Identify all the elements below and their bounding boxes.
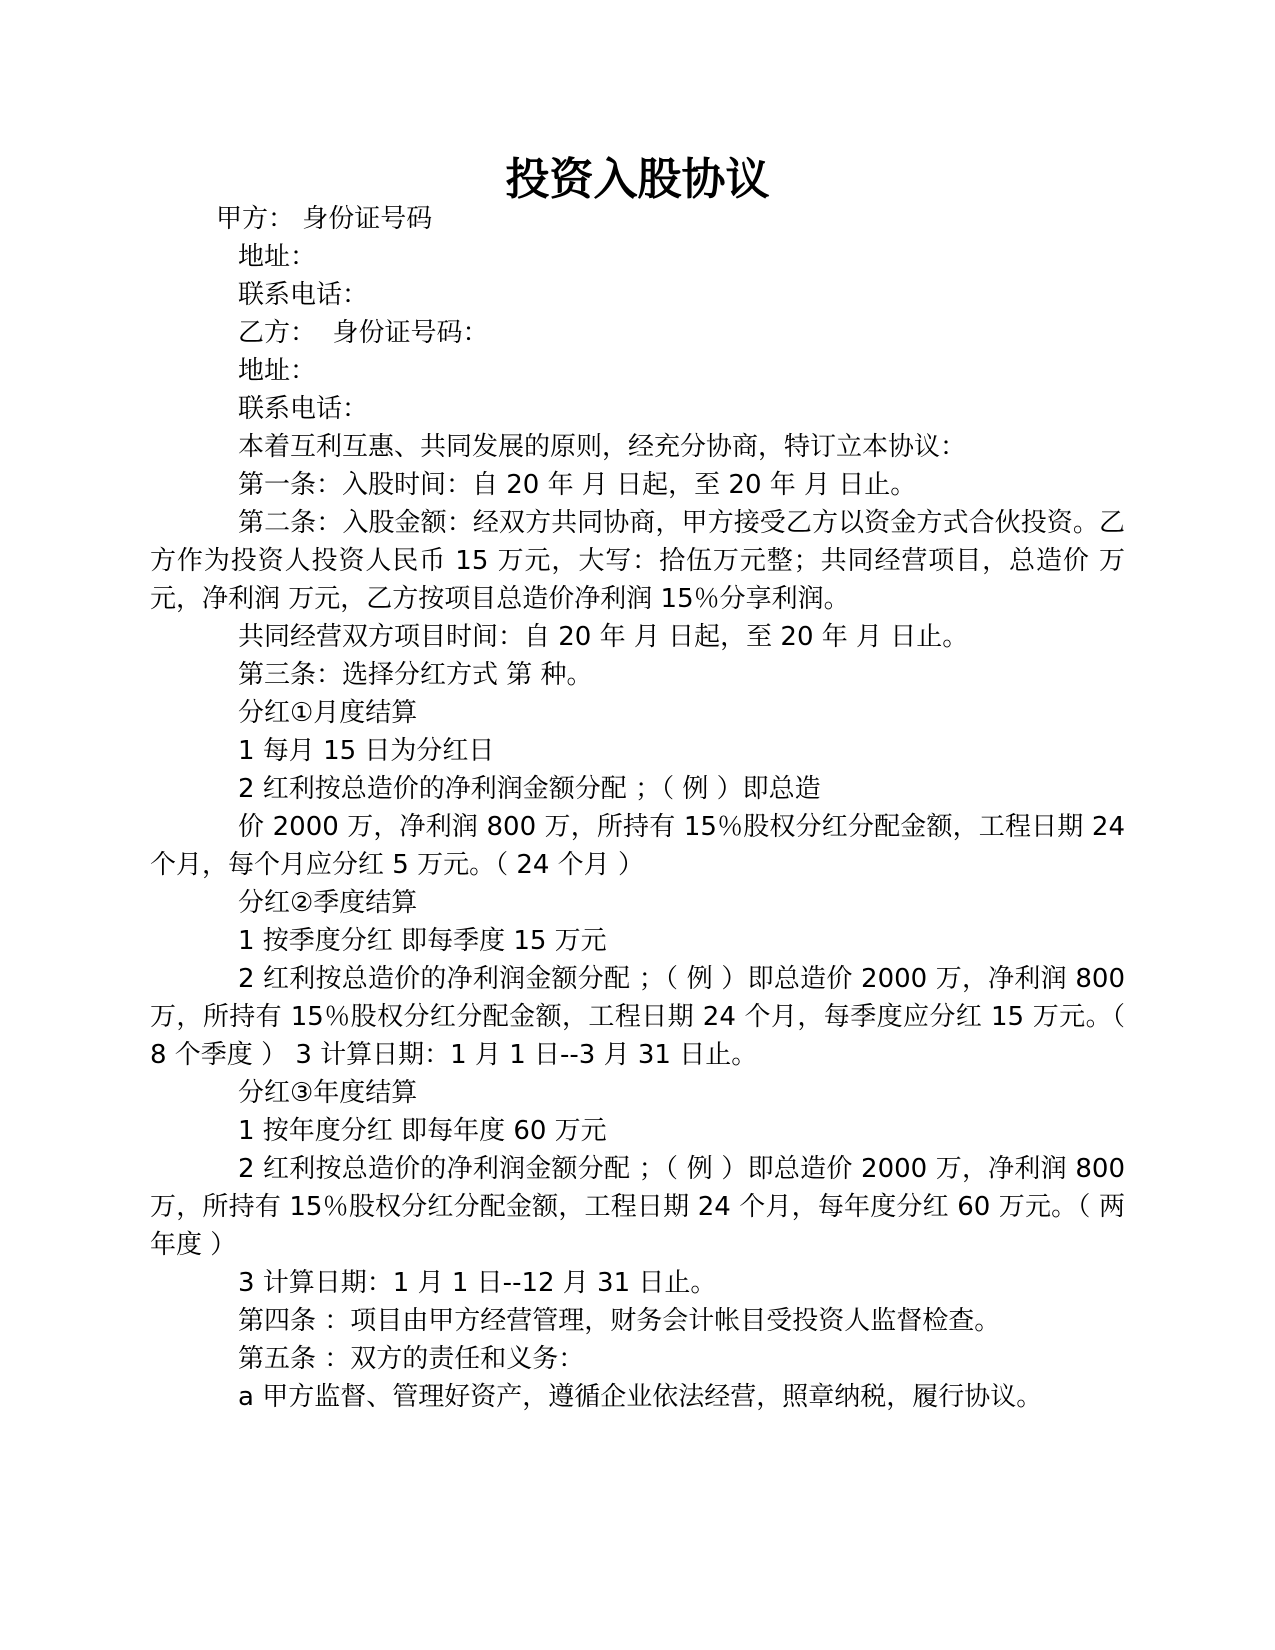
quarterly-item-2: 2 红利按总造价的净利润金额分配 ；（ 例 ）即总造价 2000 万，净利润 800 万，所持有 15％股权分红分配金额，工程日期 24 个月，每季度应分红 15 万元。（ 8 个季度 ） 3 计算日期：1 月 1 日--3 月 31 日止。 [150, 964, 1125, 1070]
party-a-id-line: 甲方： 身份证号码 [216, 204, 433, 234]
monthly-item-2-continued: 价 2000 万，净利润 800 万，所持有 15％股权分红分配金额，工程日期 24 个月，每个月应分红 5 万元。（ 24 个月 ） [150, 812, 1125, 880]
document-title: 投资入股协议 [505, 154, 770, 205]
annual-item-1: 1 按年度分红 即每年度 60 万元 [238, 1116, 607, 1146]
article-3: 第三条：选择分红方式 第 种。 [238, 660, 593, 690]
party-b-id-line: 乙方： 身份证号码： [238, 318, 489, 348]
party-b-phone: 联系电话： [238, 394, 369, 424]
article-4: 第四条 ：项目由甲方经营管理，财务会计帐目受投资人监督检查。 [238, 1306, 1001, 1336]
article-2: 第二条：入股金额：经双方共同协商，甲方接受乙方以资金方式合伙投资。乙方作为投资人投资人民币 15 万元，大写：拾伍万元整；共同经营项目，总造价 万元，净利润 万元，乙方按项目总造价净利润 15％分享利润。 [150, 508, 1125, 614]
monthly-heading: 分红①月度结算 [238, 698, 418, 728]
preamble: 本着互利互惠、共同发展的原则，经充分协商，特订立本协议： [238, 432, 967, 462]
annual-item-2: 2 红利按总造价的净利润金额分配 ；（ 例 ）即总造价 2000 万，净利润 800 万，所持有 15％股权分红分配金额，工程日期 24 个月，每年度分红 60 万元。（ 两年度 ） [150, 1154, 1125, 1260]
quarterly-item-1: 1 按季度分红 即每季度 15 万元 [238, 926, 607, 956]
party-b-address: 地址： [238, 356, 317, 386]
party-a-address: 地址： [238, 242, 317, 272]
monthly-item-2: 2 红利按总造价的净利润金额分配 ；（ 例 ）即总造 [238, 774, 821, 804]
quarterly-heading: 分红②季度结算 [238, 888, 418, 918]
document-body [150, 200, 1125, 1416]
joint-operation-period: 共同经营双方项目时间：自 20 年 月 日起，至 20 年 月 日止。 [238, 622, 969, 652]
article-1: 第一条：入股时间：自 20 年 月 日起，至 20 年 月 日止。 [238, 470, 917, 500]
monthly-item-1: 1 每月 15 日为分红日 [238, 736, 495, 766]
article-5-clause-a: a 甲方监督、管理好资产，遵循企业依法经营，照章纳税，履行协议。 [238, 1382, 1043, 1412]
article-5: 第五条 ：双方的责任和义务： [238, 1344, 585, 1374]
party-a-phone: 联系电话： [238, 280, 369, 310]
annual-item-3: 3 计算日期：1 月 1 日--12 月 31 日止。 [238, 1268, 717, 1298]
annual-heading: 分红③年度结算 [238, 1078, 418, 1108]
